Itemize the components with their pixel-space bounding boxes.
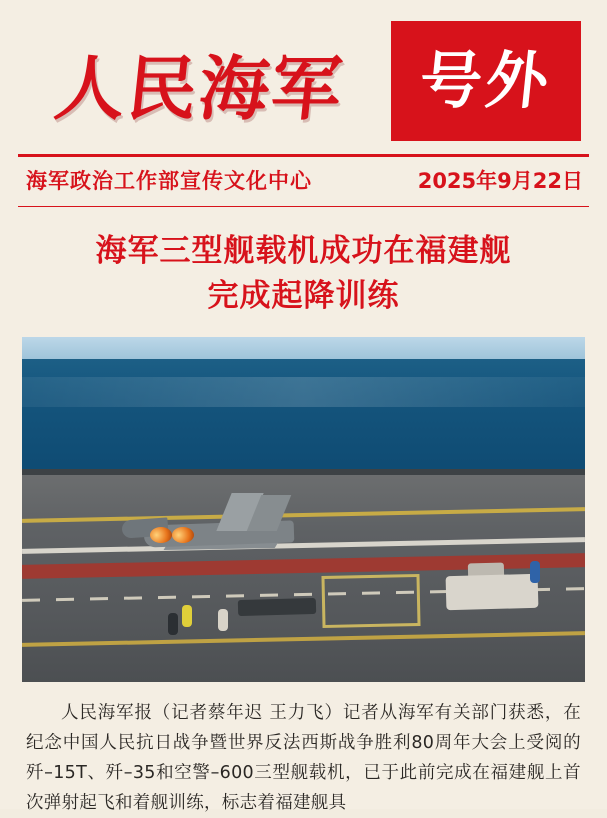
article-body: 人民海军报（记者蔡年迟 王力飞）记者从海军有关部门获悉，在纪念中国人民抗日战争暨世界反法西斯战争胜利80周年大会上受阅的歼–15T、歼–35和空警–600三型舰载机，已于此前完成在福建舰上首次弹射起飞和着舰训练，标志着福建舰具 [26, 702, 581, 814]
headline [0, 207, 607, 335]
photo-deck-marking-box [321, 574, 420, 628]
photo-deck-equipment [238, 598, 316, 616]
photo-sky [22, 337, 585, 359]
headline-line-2: 完成起降训练 [207, 277, 400, 314]
photo-sea-glint [22, 377, 585, 407]
masthead [0, 0, 607, 152]
photo-carrier-jet [114, 489, 314, 579]
photo-jet-exhaust-right [172, 527, 194, 543]
paper-name-logo: 人民海军 [50, 47, 348, 130]
subheader [0, 157, 607, 203]
publication-date: 2025年9月22日 [417, 169, 583, 193]
special-edition-label: 号外 [416, 44, 556, 117]
headline-line-1: 海军三型舰载机成功在福建舰 [95, 233, 512, 269]
photo-scene [22, 337, 585, 682]
photo-jet-exhaust-left [150, 527, 172, 543]
photo-deck-crew-white [218, 609, 228, 631]
photo-tug-vehicle [446, 574, 539, 610]
publisher-label: 海军政治工作部宣传文化中心 [26, 169, 312, 193]
photo-deck-crew-yellow [182, 605, 192, 627]
special-edition-badge [391, 21, 581, 141]
photo-deck-crew-dark [168, 613, 178, 635]
photo-tug-operator [530, 561, 540, 583]
article-photo [22, 337, 585, 682]
photo-deck-edge [22, 469, 585, 475]
